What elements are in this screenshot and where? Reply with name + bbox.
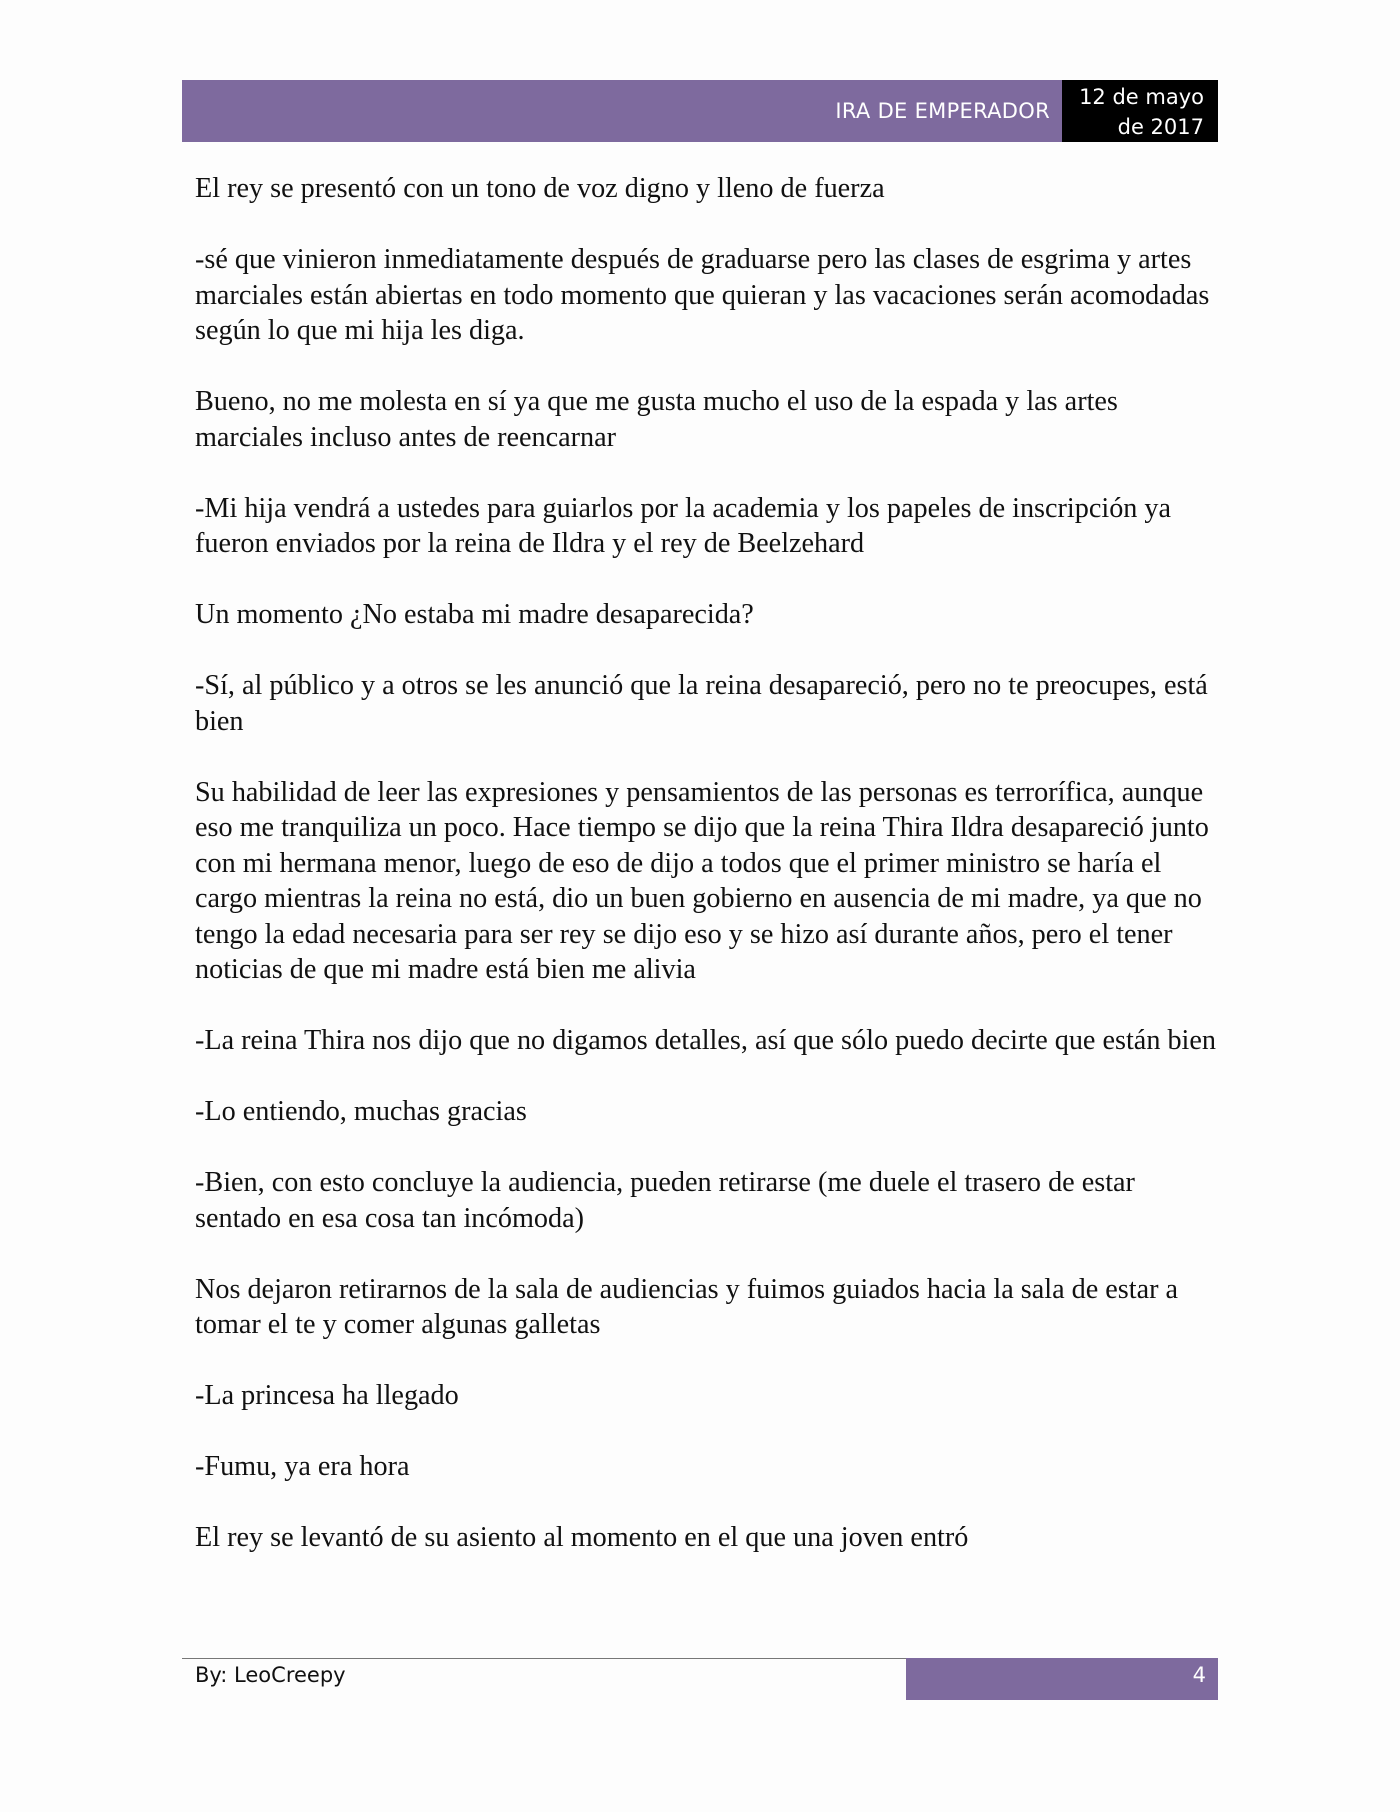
footer-author: By: LeoCreepy [195, 1663, 346, 1687]
footer-divider [182, 1658, 906, 1659]
paragraph: -La reina Thira nos dijo que no digamos detalles, así que sólo puedo decirte que están bien [195, 1025, 1216, 1056]
paragraph: Nos dejaron retirarnos de la sala de audiencias y fuimos guiados hacia la sala de estar a tomar el te y comer algunas galletas [195, 1273, 1179, 1340]
date-line-1: 12 de mayo [1079, 85, 1204, 109]
page-number: 4 [1192, 1663, 1206, 1687]
paragraph: -Bien, con esto concluye la audiencia, pueden retirarse (me duele el trasero de estar sentado en esa cosa tan incómoda) [195, 1167, 1135, 1234]
paragraph: -Mi hija vendrá a ustedes para guiarlos por la academia y los papeles de inscripción ya fueron enviados por la reina de Ildra y el rey de Beelzehard [195, 492, 1172, 559]
paragraph: -La princesa ha llegado [195, 1380, 459, 1411]
date-box [1062, 80, 1218, 142]
paragraph: Bueno, no me molesta en sí ya que me gusta mucho el uso de la espada y las artes marciales incluso antes de reencarnar [195, 386, 1118, 453]
paragraph: El rey se levantó de su asiento al momento en el que una joven entró [195, 1522, 969, 1553]
paragraph: -Lo entiendo, muchas gracias [195, 1096, 527, 1127]
paragraph: -Sí, al público y a otros se les anunció que la reina desapareció, pero no te preocupes, está bien [195, 670, 1208, 737]
paragraph: El rey se presentó con un tono de voz digno y lleno de fuerza [195, 173, 885, 204]
paragraph: -Fumu, ya era hora [195, 1451, 410, 1482]
document-title: IRA DE EMPERADOR [835, 99, 1050, 123]
page-content [195, 171, 1217, 1591]
paragraph: Su habilidad de leer las expresiones y pensamientos de las personas es terrorífica, aunque eso me tranquiliza un poco. Hace tiempo se dijo que la reina Thira Ildra desapareció junto con mi hermana menor, luego de eso de dijo a todos que el primer ministro se haría el cargo mientras la reina no está, dio un buen gobierno en ausencia de mi madre, ya que no tengo la edad necesaria para ser rey se dijo eso y se hizo así durante años, pero el tener noticias de que mi madre está bien me alivia [195, 776, 1209, 985]
paragraph: Un momento ¿No estaba mi madre desaparecida? [195, 599, 754, 630]
paragraph: -sé que vinieron inmediatamente después de graduarse pero las clases de esgrima y artes marciales están abiertas en todo momento que quieran y las vacaciones serán acomodadas según lo que mi hija les diga. [195, 244, 1210, 346]
date-line-2: de 2017 [1117, 115, 1204, 139]
